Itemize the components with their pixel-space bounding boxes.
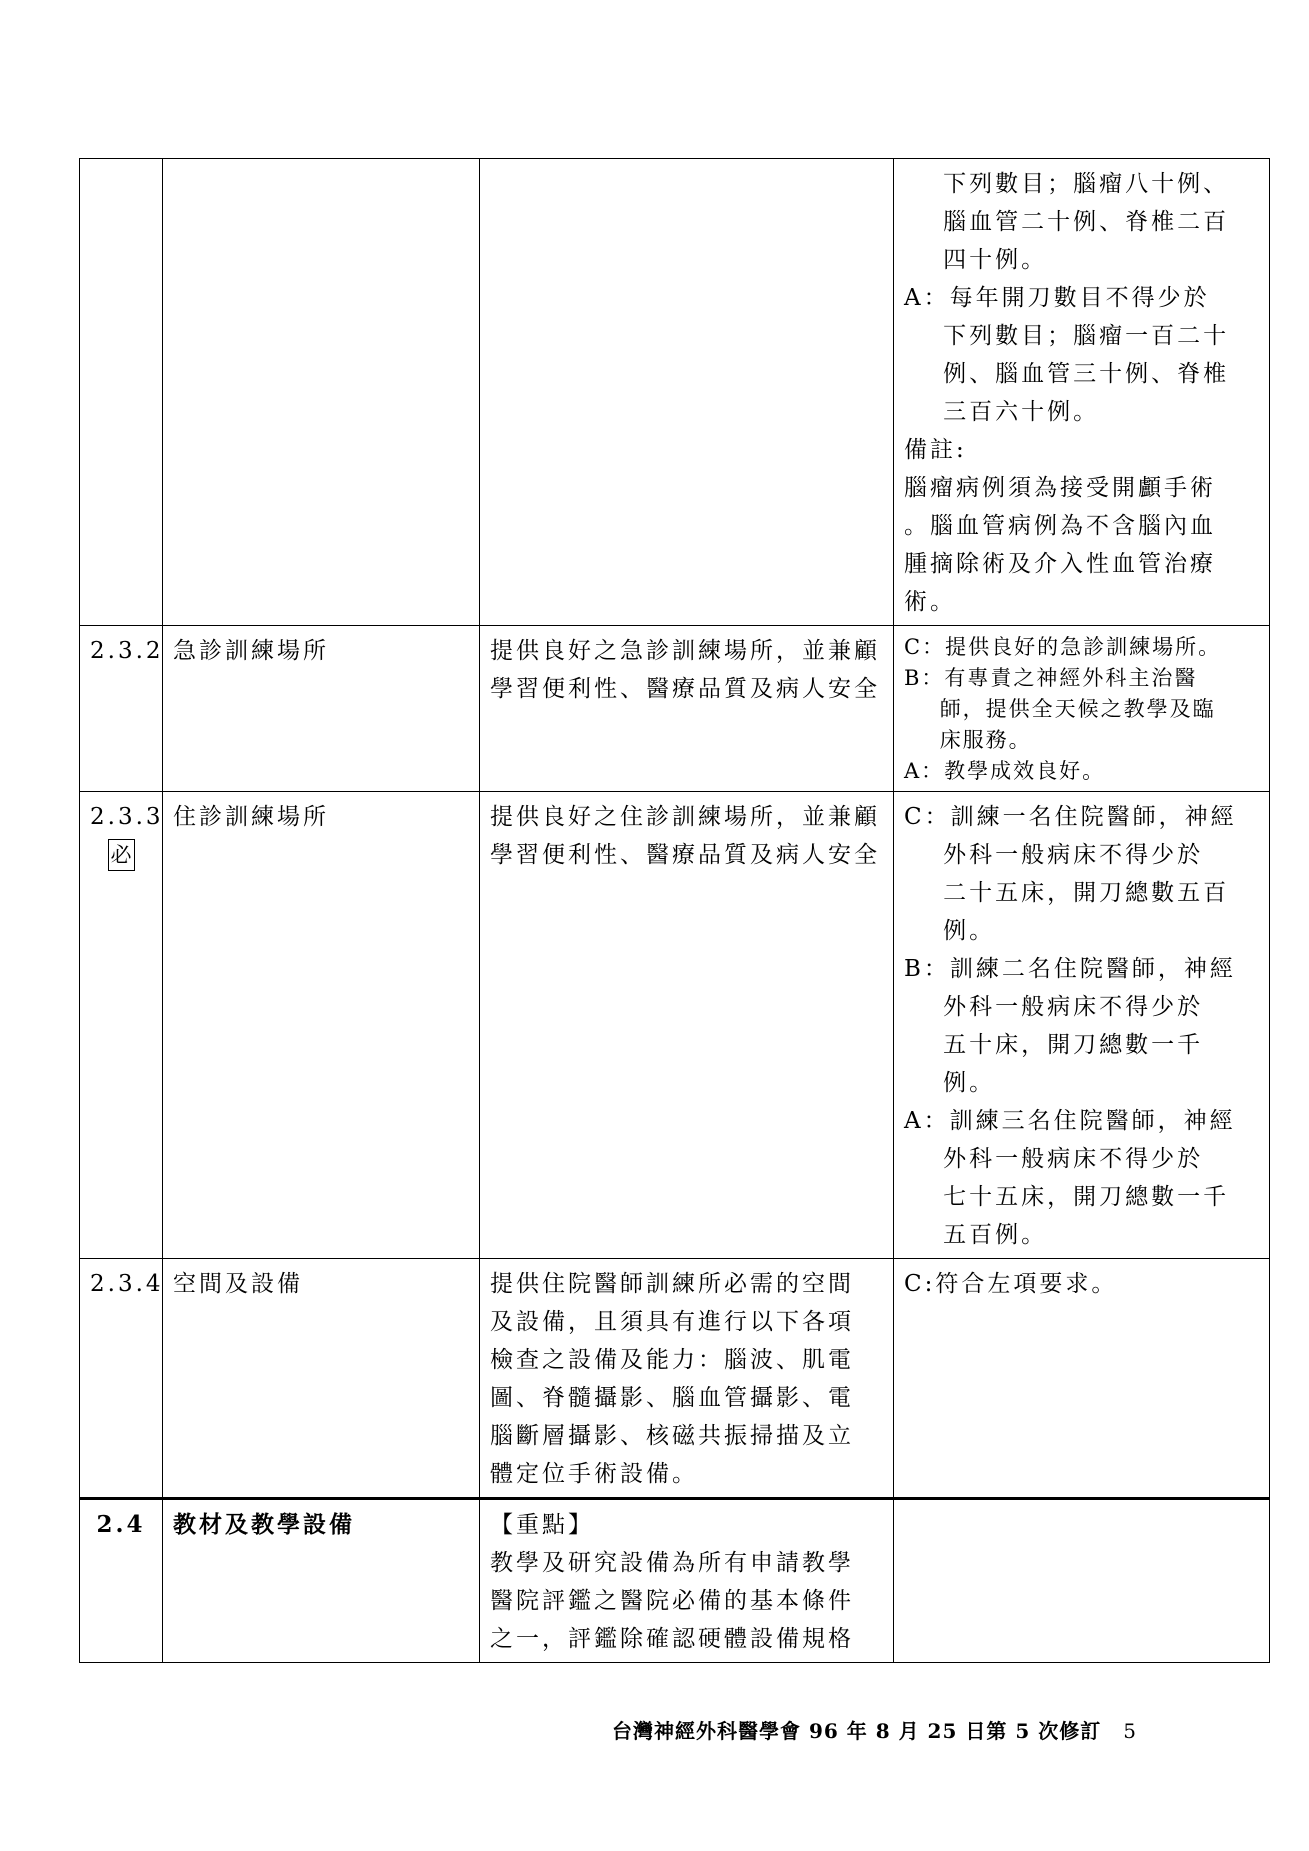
section-name-cell: 教材及教學設備 xyxy=(163,1499,480,1663)
criteria-line: B：有專責之神經外科主治醫 xyxy=(904,666,1198,690)
criteria-line: 例、腦血管三十例、脊椎 xyxy=(943,361,1230,387)
criteria-cell xyxy=(894,626,1270,792)
standards-table xyxy=(79,158,1270,1663)
item-content-cell xyxy=(480,626,894,792)
item-number-cell xyxy=(80,159,163,626)
content-line: 提供良好之住診訓練場所，並兼顧 xyxy=(490,804,880,830)
table-row-2-3-4 xyxy=(80,1259,1270,1499)
section-content-cell xyxy=(480,1499,894,1663)
content-line: 醫院評鑑之醫院必備的基本條件 xyxy=(490,1588,854,1614)
item-name-cell: 空間及設備 xyxy=(163,1259,480,1499)
content-line: 提供良好之急診訓練場所，並兼顧 xyxy=(490,638,880,664)
table-row-2-3-2 xyxy=(80,626,1270,792)
revision-note: 台灣神經外科醫學會 96 年 8 月 25 日第 5 次修訂 xyxy=(612,1719,1102,1743)
item-number-cell: 2.3.2 xyxy=(80,626,163,792)
page-footer xyxy=(612,1715,1137,1744)
criteria-line: 三百六十例。 xyxy=(943,399,1100,425)
criteria-line: A：教學成效良好。 xyxy=(904,759,1106,783)
criteria-line: 外科一般病床不得少於 xyxy=(943,994,1204,1020)
criteria-line: 下列數目；腦瘤八十例、 xyxy=(943,171,1230,197)
standards-table-container xyxy=(79,158,1269,1663)
criteria-line: 師，提供全天候之教學及臨 xyxy=(939,697,1216,721)
item-number-cell: 2.3.4 xyxy=(80,1259,163,1499)
criteria-line: 七十五床，開刀總數一千 xyxy=(943,1184,1230,1210)
criteria-line: A：訓練三名住院醫師，神經 xyxy=(904,1108,1236,1134)
required-badge: 必 xyxy=(108,839,135,871)
criteria-line: 下列數目；腦瘤一百二十 xyxy=(943,323,1230,349)
criteria-line: 四十例。 xyxy=(943,247,1048,273)
criteria-line: 術。 xyxy=(904,589,956,615)
section-number-cell: 2.4 xyxy=(80,1499,163,1663)
item-name-cell: 住診訓練場所 xyxy=(163,792,480,1259)
content-line: 圖、脊髓攝影、腦血管攝影、電 xyxy=(490,1385,854,1411)
criteria-line: 例。 xyxy=(943,918,996,944)
content-line: 體定位手術設備。 xyxy=(490,1461,698,1487)
criteria-line: 五百例。 xyxy=(943,1222,1048,1248)
criteria-cell xyxy=(894,792,1270,1259)
criteria-line: 二十五床，開刀總數五百 xyxy=(943,880,1230,906)
content-line: 教學及研究設備為所有申請教學 xyxy=(490,1550,854,1576)
criteria-line: 。腦血管病例為不含腦內血 xyxy=(904,513,1216,539)
criteria-line: 五十床，開刀總數一千 xyxy=(943,1032,1204,1058)
content-line: 及設備，且須具有進行以下各項 xyxy=(490,1309,854,1335)
criteria-line: 外科一般病床不得少於 xyxy=(943,842,1204,868)
item-content-cell xyxy=(480,792,894,1259)
criteria-line: 備註: xyxy=(904,437,967,463)
item-content-cell xyxy=(480,1259,894,1499)
item-content-cell xyxy=(480,159,894,626)
criteria-line: 腦瘤病例須為接受開顱手術 xyxy=(904,475,1216,501)
criteria-line: C：訓練一名住院醫師，神經 xyxy=(904,804,1237,830)
content-line: 學習便利性、醫療品質及病人安全 xyxy=(490,842,880,868)
table-row-2-4 xyxy=(80,1499,1270,1663)
criteria-line: A：每年開刀數目不得少於 xyxy=(904,285,1210,311)
content-line: 之一，評鑑除確認硬體設備規格 xyxy=(490,1626,854,1652)
criteria-line: C:符合左項要求。 xyxy=(904,1271,1118,1297)
criteria-line: 床服務。 xyxy=(939,728,1032,752)
item-number: 2.3.3 xyxy=(90,804,164,830)
content-line: 檢查之設備及能力：腦波、肌電 xyxy=(490,1347,854,1373)
content-line: 提供住院醫師訓練所必需的空間 xyxy=(490,1271,854,1297)
criteria-cell xyxy=(894,159,1270,626)
item-name-cell: 急診訓練場所 xyxy=(163,626,480,792)
criteria-line: B：訓練二名住院醫師，神經 xyxy=(904,956,1236,982)
criteria-line: 例。 xyxy=(943,1070,996,1096)
criteria-cell xyxy=(894,1259,1270,1499)
content-line: 學習便利性、醫療品質及病人安全 xyxy=(490,676,880,702)
content-line: 【重點】 xyxy=(490,1512,594,1538)
criteria-line: 腫摘除術及介入性血管治療 xyxy=(904,551,1216,577)
table-row-continuation xyxy=(80,159,1270,626)
item-name-cell xyxy=(163,159,480,626)
table-row-2-3-3 xyxy=(80,792,1270,1259)
criteria-cell xyxy=(894,1499,1270,1663)
criteria-line: 腦血管二十例、脊椎二百 xyxy=(943,209,1230,235)
criteria-line: C：提供良好的急診訓練場所。 xyxy=(904,635,1222,659)
criteria-line: 外科一般病床不得少於 xyxy=(943,1146,1204,1172)
page-number: 5 xyxy=(1123,1719,1137,1743)
item-number-cell xyxy=(80,792,163,1259)
content-line: 腦斷層攝影、核磁共振掃描及立 xyxy=(490,1423,854,1449)
